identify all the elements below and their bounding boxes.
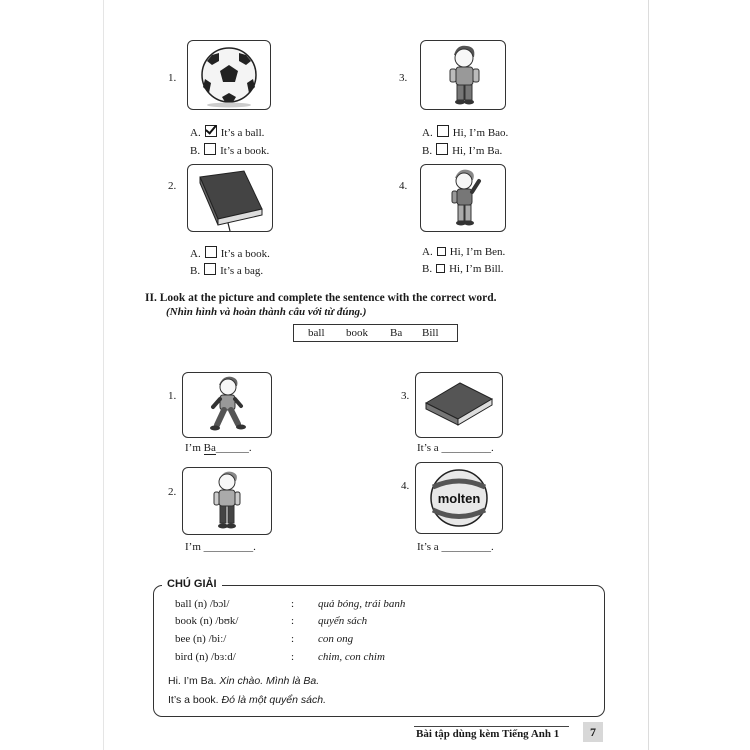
s2-q4-picture: [415, 462, 503, 534]
section2-title: II. Look at the picture and complete the sentence with the correct word.: [145, 292, 497, 304]
glossary-sep: :: [291, 615, 295, 627]
word-bank-item: book: [346, 327, 368, 339]
checkbox-icon[interactable]: [205, 246, 217, 258]
s2-q1-number: 1.: [168, 390, 177, 402]
glossary-word: ball (n) /bɔl/: [175, 598, 230, 610]
s2-q1-sentence: I’m Ba______.: [185, 442, 252, 454]
q2-option-b: B. It’s a bag.: [190, 265, 264, 277]
q1-option-a: A. It’s a ball.: [190, 127, 265, 139]
footer-divider: [414, 726, 569, 727]
q3-number: 3.: [399, 72, 408, 84]
s2-q2-blank[interactable]: _________: [203, 541, 254, 553]
footer-title: Bài tập dùng kèm Tiếng Anh 1: [416, 728, 560, 740]
glossary-word: book (n) /bʊk/: [175, 615, 239, 627]
word-bank-item: Bill: [422, 327, 439, 339]
s2-q1-picture: [182, 372, 272, 438]
s2-q4-sentence: It’s a _________.: [417, 541, 494, 553]
glossary-meaning: con ong: [318, 633, 354, 645]
q4-picture: [420, 164, 506, 232]
q2-number: 2.: [168, 180, 177, 192]
q4-number: 4.: [399, 180, 408, 192]
glossary-word: bee (n) /biː/: [175, 633, 227, 645]
glossary-meaning: quả bóng, trái banh: [318, 598, 406, 610]
glossary-sep: :: [291, 598, 295, 610]
section2-subtitle: (Nhìn hình và hoàn thành câu với từ đúng.): [166, 306, 367, 318]
s2-q3-sentence: It’s a _________.: [417, 442, 494, 454]
q1-option-b: B. It’s a book.: [190, 145, 270, 157]
s2-q2-number: 2.: [168, 486, 177, 498]
q1-number: 1.: [168, 72, 177, 84]
word-bank-item: Ba: [390, 327, 403, 339]
word-bank: [293, 324, 458, 342]
book-icon: [188, 165, 272, 231]
boy-running-icon: [183, 373, 271, 437]
checkbox-icon[interactable]: [437, 247, 446, 256]
s2-q1-answer[interactable]: Ba: [203, 442, 216, 454]
glossary-title: CHÚ GIẢI: [162, 578, 222, 590]
glossary-meaning: chim, con chim: [318, 651, 385, 663]
s2-q4-number: 4.: [401, 480, 410, 492]
q3-picture: [420, 40, 506, 110]
boy-waving-icon: [421, 165, 505, 231]
q3-option-b: B. Hi, I’m Ba.: [422, 145, 503, 157]
s2-q2-sentence: I’m _________.: [185, 541, 256, 553]
book-icon: [416, 373, 502, 437]
q4-option-a: A. Hi, I’m Ben.: [422, 246, 506, 258]
checkbox-icon[interactable]: [437, 125, 449, 137]
word-bank-item: ball: [308, 327, 325, 339]
q2-option-a: A. It’s a book.: [190, 248, 270, 260]
glossary-example-1: Hi. I’m Ba. Xin chào. Mình là Ba.: [168, 675, 320, 687]
molten-ball-icon: [416, 463, 502, 533]
q2-picture: [187, 164, 273, 232]
page-number: 7: [583, 722, 603, 742]
q3-option-a: A. Hi, I’m Bao.: [422, 127, 509, 139]
boy-icon: [183, 468, 271, 534]
glossary-sep: :: [291, 633, 295, 645]
checkbox-checked-icon[interactable]: [205, 125, 217, 137]
checkbox-icon[interactable]: [204, 143, 216, 155]
s2-q3-blank[interactable]: _________: [441, 442, 491, 454]
boy-icon: [421, 41, 505, 109]
soccer-ball-icon: [188, 41, 270, 109]
s2-q4-blank[interactable]: _________: [441, 541, 491, 553]
q4-option-b: B. Hi, I’m Bill.: [422, 263, 504, 275]
s2-q3-picture: [415, 372, 503, 438]
checkbox-icon[interactable]: [204, 263, 216, 275]
ball-brand-label: molten: [437, 491, 481, 506]
s2-q2-picture: [182, 467, 272, 535]
glossary-word: bird (n) /bɜːd/: [175, 651, 236, 663]
checkbox-icon[interactable]: [436, 143, 448, 155]
glossary-sep: :: [291, 651, 295, 663]
checkbox-icon[interactable]: [436, 264, 445, 273]
s2-q3-number: 3.: [401, 390, 410, 402]
q1-picture: [187, 40, 271, 110]
glossary-example-2: It’s a book. Đó là một quyển sách.: [168, 694, 326, 706]
glossary-meaning: quyển sách: [318, 615, 368, 627]
